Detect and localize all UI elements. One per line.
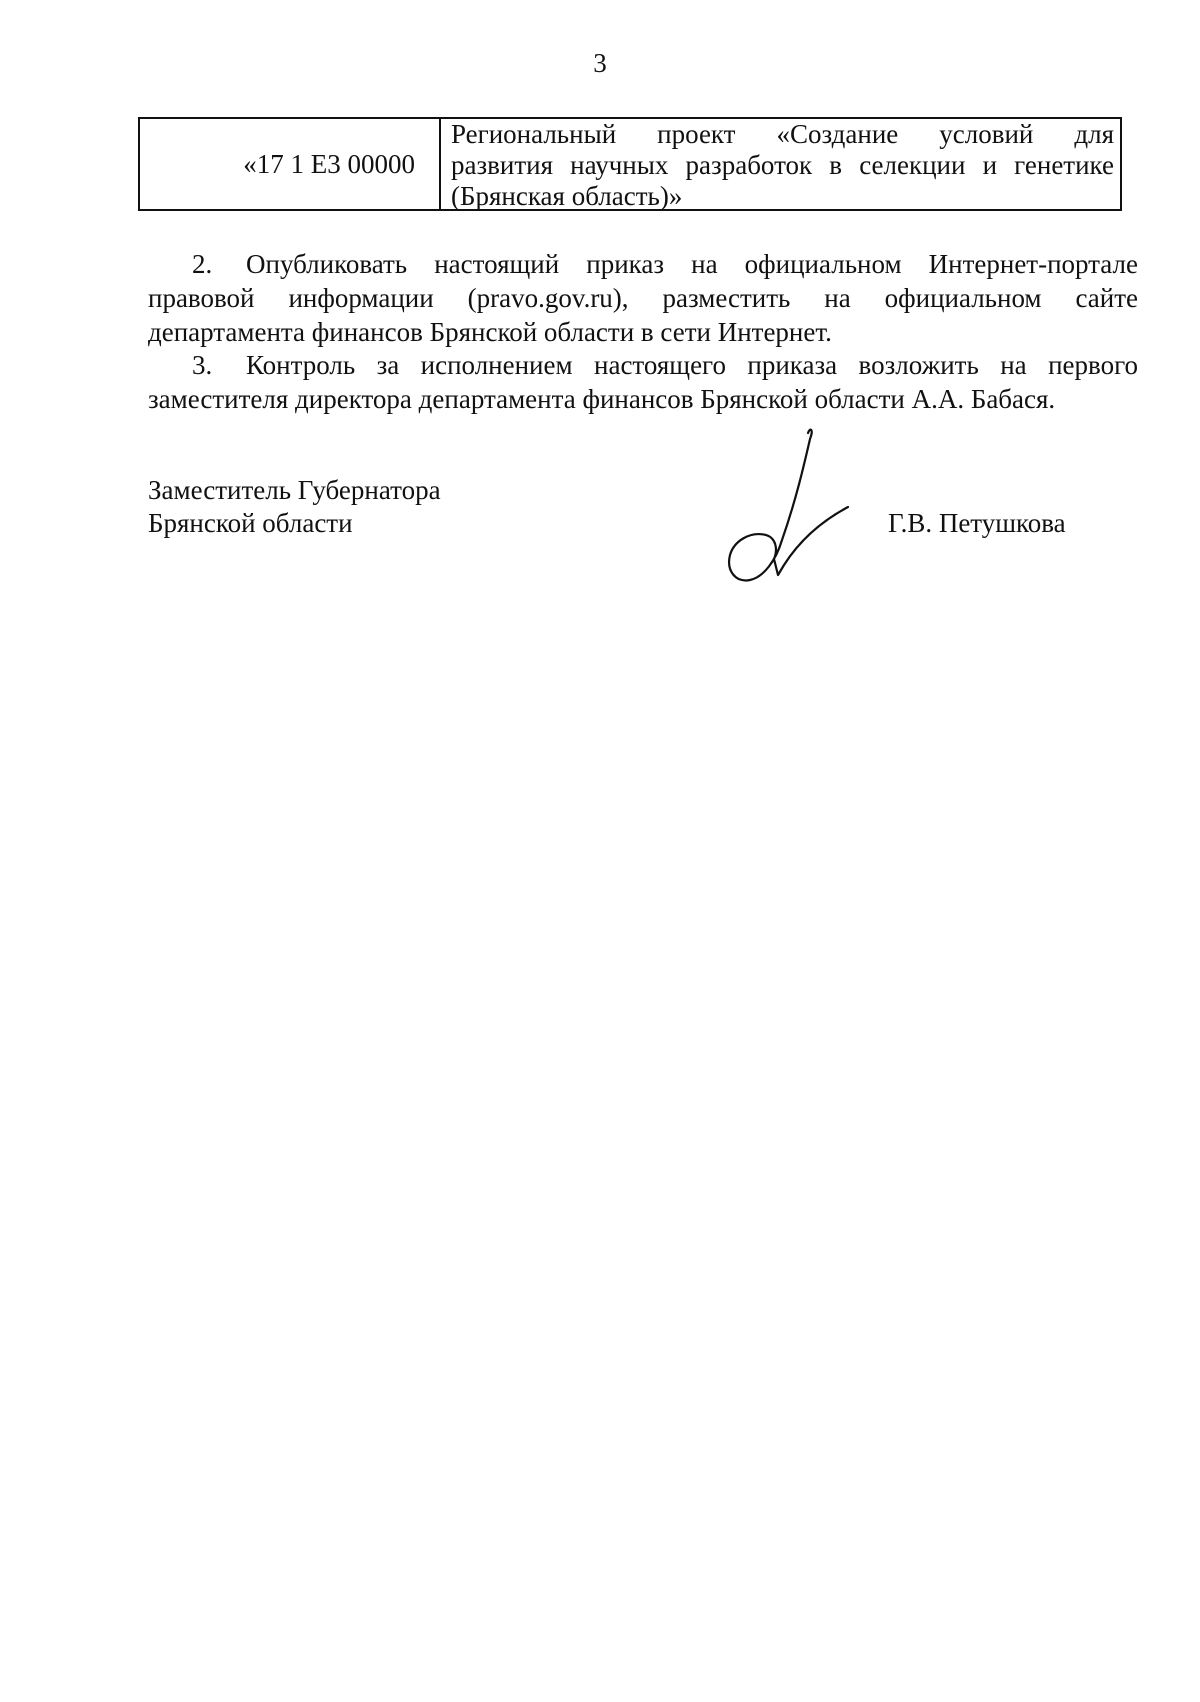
budget-code-cell: «17 1 E3 00000 (140, 119, 441, 209)
paragraph-line: заместителя директора департамента финансов Брянской области А.А. Бабася. (148, 384, 1056, 414)
signer-position-line: Брянской области (148, 508, 353, 538)
paragraph-number: 3. (192, 350, 213, 380)
handwritten-signature (720, 425, 850, 595)
signer-name: Г.В. Петушкова (888, 508, 1066, 538)
paragraph-line (148, 247, 1138, 281)
signer-position-line: Заместитель Губернатора (148, 475, 441, 505)
paragraph-number: 2. (192, 249, 213, 279)
signer-position (148, 474, 441, 540)
project-description-line: развития научных разработок в селекции и генетике (451, 150, 1114, 180)
paragraph-line: департамента финансов Брянской области в сети Интернет. (148, 317, 832, 347)
page-number: 3 (593, 48, 607, 78)
project-description-line: Региональный проект «Создание условий для (451, 119, 1114, 149)
paragraph-control (148, 348, 1138, 416)
paragraph-line (148, 348, 1138, 382)
project-description-cell (443, 119, 1120, 209)
paragraph-text: Контроль за исполнением настоящего приказа возложить на первого (246, 350, 1138, 380)
paragraph-publish (148, 247, 1138, 349)
paragraph-line: правовой информации (pravo.gov.ru), разместить на официальном сайте (148, 283, 1138, 313)
paragraph-text: Опубликовать настоящий приказ на официальном Интернет-портале (246, 249, 1138, 279)
budget-code-table (138, 117, 1122, 211)
project-description-line: (Брянская область)» (451, 181, 683, 211)
